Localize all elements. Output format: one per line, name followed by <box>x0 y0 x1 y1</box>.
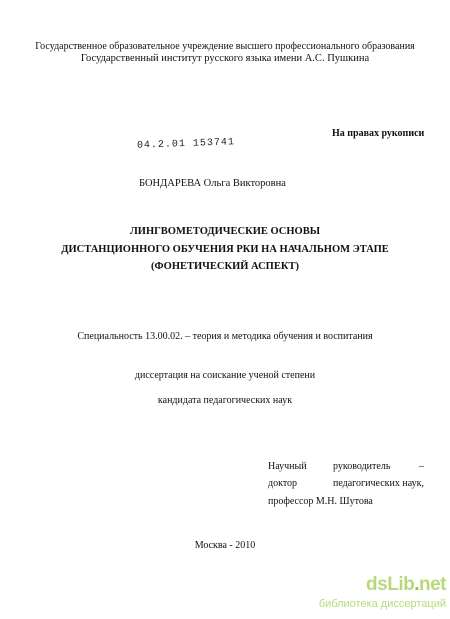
dissertation-degree-line-2: кандидата педагогических наук <box>157 395 293 406</box>
title-line-3: (ФОНЕТИЧЕСКИЙ АСПЕКТ) <box>151 261 299 272</box>
title-line-1: ЛИНГВОМЕТОДИЧЕСКИЕ ОСНОВЫ <box>129 226 321 237</box>
supervisor-word-2: руководитель <box>333 461 391 472</box>
watermark-logo-dot: . <box>414 574 419 595</box>
supervisor-degree-word-3: наук, <box>402 478 424 489</box>
archive-stamp-number: 04.2.01 153741 <box>136 137 236 152</box>
watermark-logo <box>366 574 446 596</box>
dissertation-degree-line-1: диссертация на соискание ученой степени <box>134 370 316 381</box>
watermark-logo-main: dsLib <box>366 574 415 595</box>
supervisor-dash: – <box>419 461 424 472</box>
institution-line-2: Государственный институт русского языка имени А.С. Пушкина <box>80 53 370 64</box>
title-line-2: ДИСТАНЦИОННОГО ОБУЧЕНИЯ РКИ НА НАЧАЛЬНОМ ЭТАПЕ <box>61 244 389 255</box>
rights-note: На правах рукописи <box>332 128 425 139</box>
place-and-year: Москва - 2010 <box>194 540 256 551</box>
supervisor-line-3: профессор М.Н. Шутова <box>268 496 373 507</box>
supervisor-word-1: Научный <box>268 461 307 472</box>
supervisor-degree-word-1: доктор <box>268 478 298 489</box>
institution-line-1: Государственное образовательное учреждение высшего профессионального образования <box>35 41 415 52</box>
specialty: Специальность 13.00.02. – теория и методика обучения и воспитания <box>77 331 373 342</box>
supervisor-degree-word-2: педагогических <box>333 478 400 489</box>
watermark-logo-tld: net <box>419 574 446 595</box>
dslib-watermark <box>318 574 446 614</box>
watermark-subtitle: библиотека диссертаций <box>318 598 446 610</box>
author-name: БОНДАРЕВА Ольга Викторовна <box>139 178 286 189</box>
